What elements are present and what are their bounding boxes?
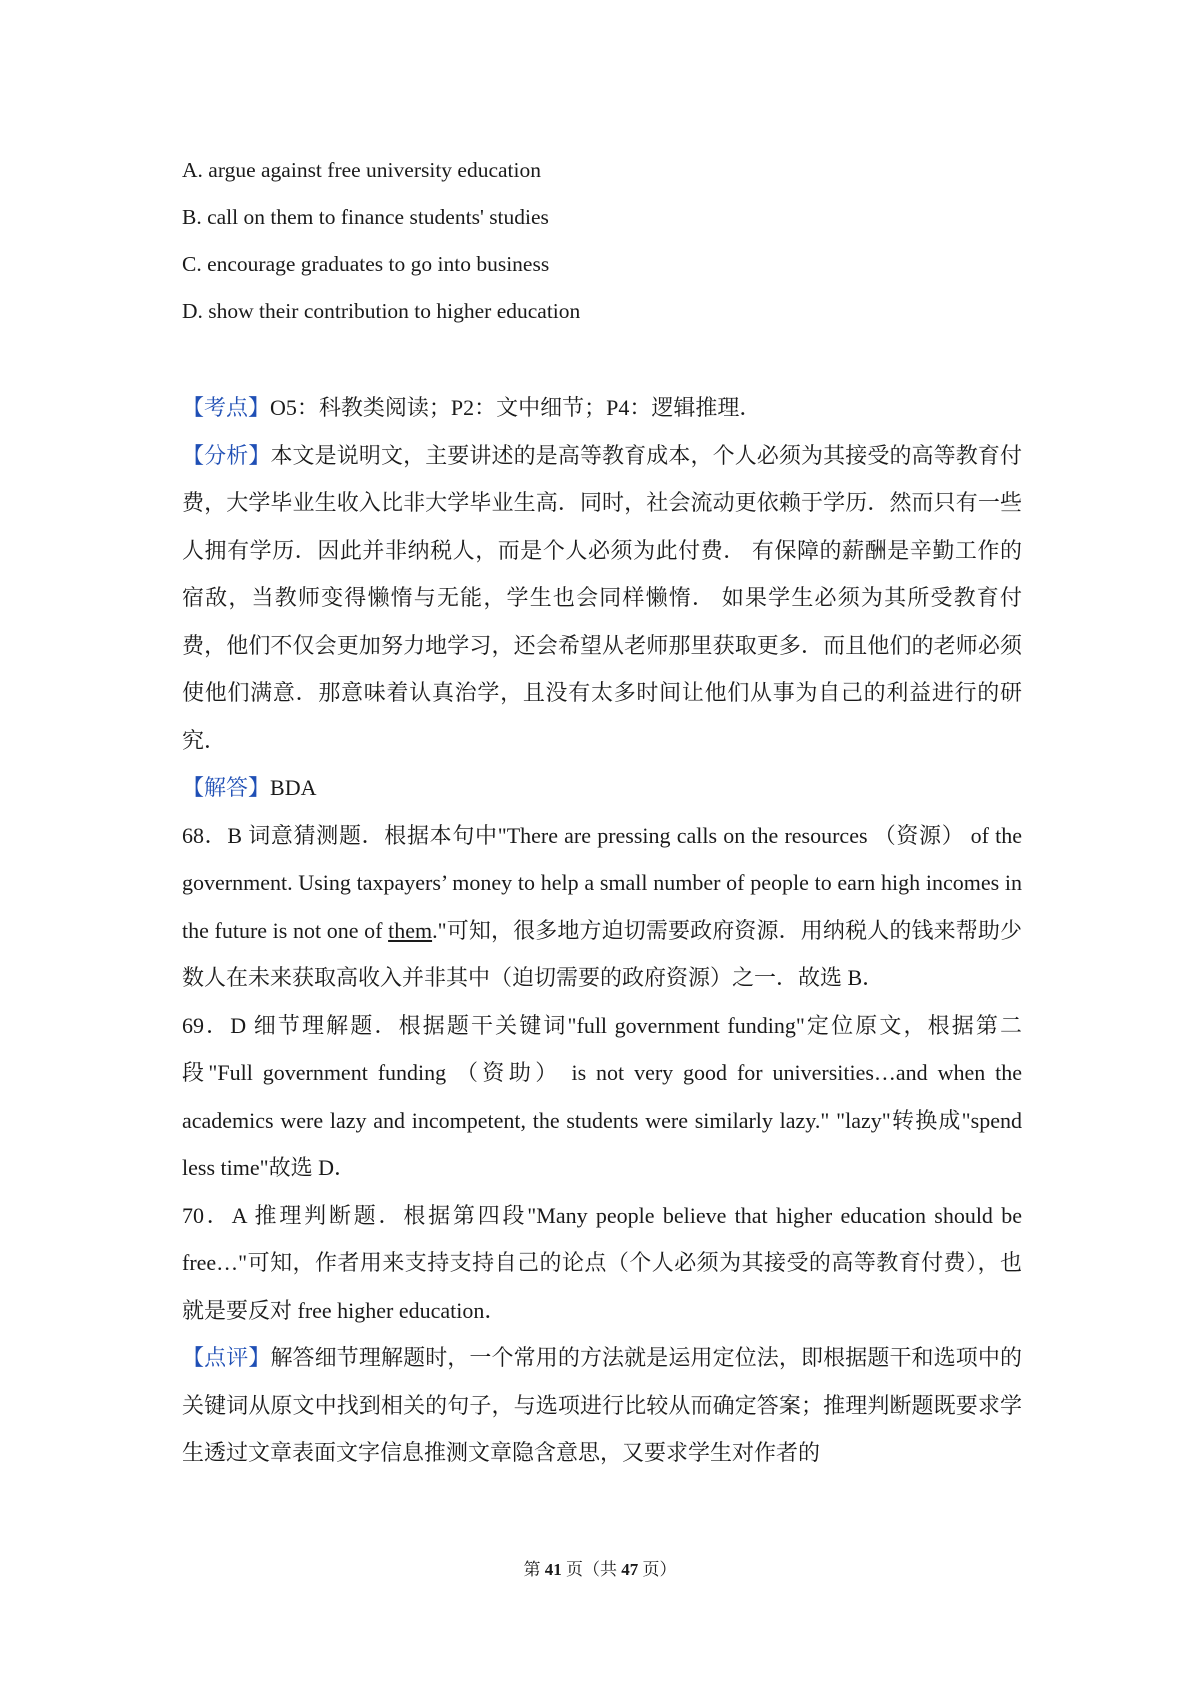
dianping-text: 解答细节理解题时，一个常用的方法就是运用定位法，即根据题干和选项中的关键词从原文中找到相关的句子，与选项进行比较从而确定答案；推理判断题既要求学生透过文章表面文字信息推测文章隐含意思，又要求学生对作者的 xyxy=(182,1345,1022,1465)
option-b: B. call on them to finance students' studies xyxy=(182,205,549,229)
footer-prefix: 第 xyxy=(523,1560,541,1579)
page-footer xyxy=(0,1558,1200,1582)
footer-page-number: 41 xyxy=(544,1560,562,1579)
dianping-tag: 【点评】 xyxy=(182,1345,271,1370)
jieda-answer: BDA xyxy=(270,775,317,800)
kaodian-text: O5：科教类阅读；P2：文中细节；P4：逻辑推理． xyxy=(270,395,762,420)
option-a: A. argue against free university education xyxy=(182,158,542,182)
dianping-paragraph xyxy=(182,1334,1022,1477)
fenxi-text: 本文是说明文，主要讲述的是高等教育成本，个人必须为其接受的高等教育付费，大学毕业生收入比非大学毕业生高．同时，社会流动更依赖于学历．然而只有一些人拥有学历．因此并非纳税人，而是个人必须为此付费． 有保障的薪酬是辛勤工作的宿敌，当教师变得懒惰与无能，学生也会同样懒惰． 如果学生必须为其所受教育付费，他们不仅会更加努力地学习，还会希望从老师那里获取更多．而且他们的老师必须使他们满意．那意味着认真治学，且没有太多时间让他们从事为自己的利益进行的研究． xyxy=(182,442,1022,753)
fenxi-paragraph xyxy=(182,432,1022,765)
option-d: D. show their contribution to higher education xyxy=(182,299,581,323)
jieda-paragraph xyxy=(182,764,1022,812)
q70-paragraph: 70．A 推理判断题．根据第四段"Many people believe that higher education should be free…"可知，作者用来支持支持自己的论点（个人必须为其接受的高等教育付费），也就是要反对 free higher education． xyxy=(182,1202,1022,1323)
q68-underlined-word: them xyxy=(388,917,433,943)
q68-text-pre: 68．B 词意猜测题．根据本句中"There are pressing calls on the resources （资源） of the government. Using taxpayers’ money to help a small number of people to earn high incomes in the future is not one of xyxy=(182,822,1022,943)
q68-text-post: ."可知，很多地方迫切需要政府资源．用纳税人的钱来帮助少数人在未来获取高收入并非其中（迫切需要的政府资源）之一．故选 B． xyxy=(182,917,1022,990)
kaodian-tag: 【考点】 xyxy=(182,395,271,420)
footer-middle: 页（共 xyxy=(566,1560,617,1579)
option-c: C. encourage graduates to go into business xyxy=(182,252,550,276)
footer-suffix: 页） xyxy=(642,1560,677,1579)
jieda-tag: 【解答】 xyxy=(182,775,271,800)
q69-paragraph: 69．D 细节理解题．根据题干关键词"full government funding"定位原文，根据第二段"Full government funding （资助） is not very good for universities…and when the academics were lazy and incompetent, the students were similarly lazy." "lazy"转换成"spend less time"故选 D． xyxy=(182,1012,1022,1180)
footer-total-pages: 47 xyxy=(621,1560,639,1579)
kaodian-paragraph xyxy=(182,384,1022,432)
fenxi-tag: 【分析】 xyxy=(182,442,271,468)
explanation-body xyxy=(182,384,1022,1477)
q68-paragraph xyxy=(182,812,1022,1002)
